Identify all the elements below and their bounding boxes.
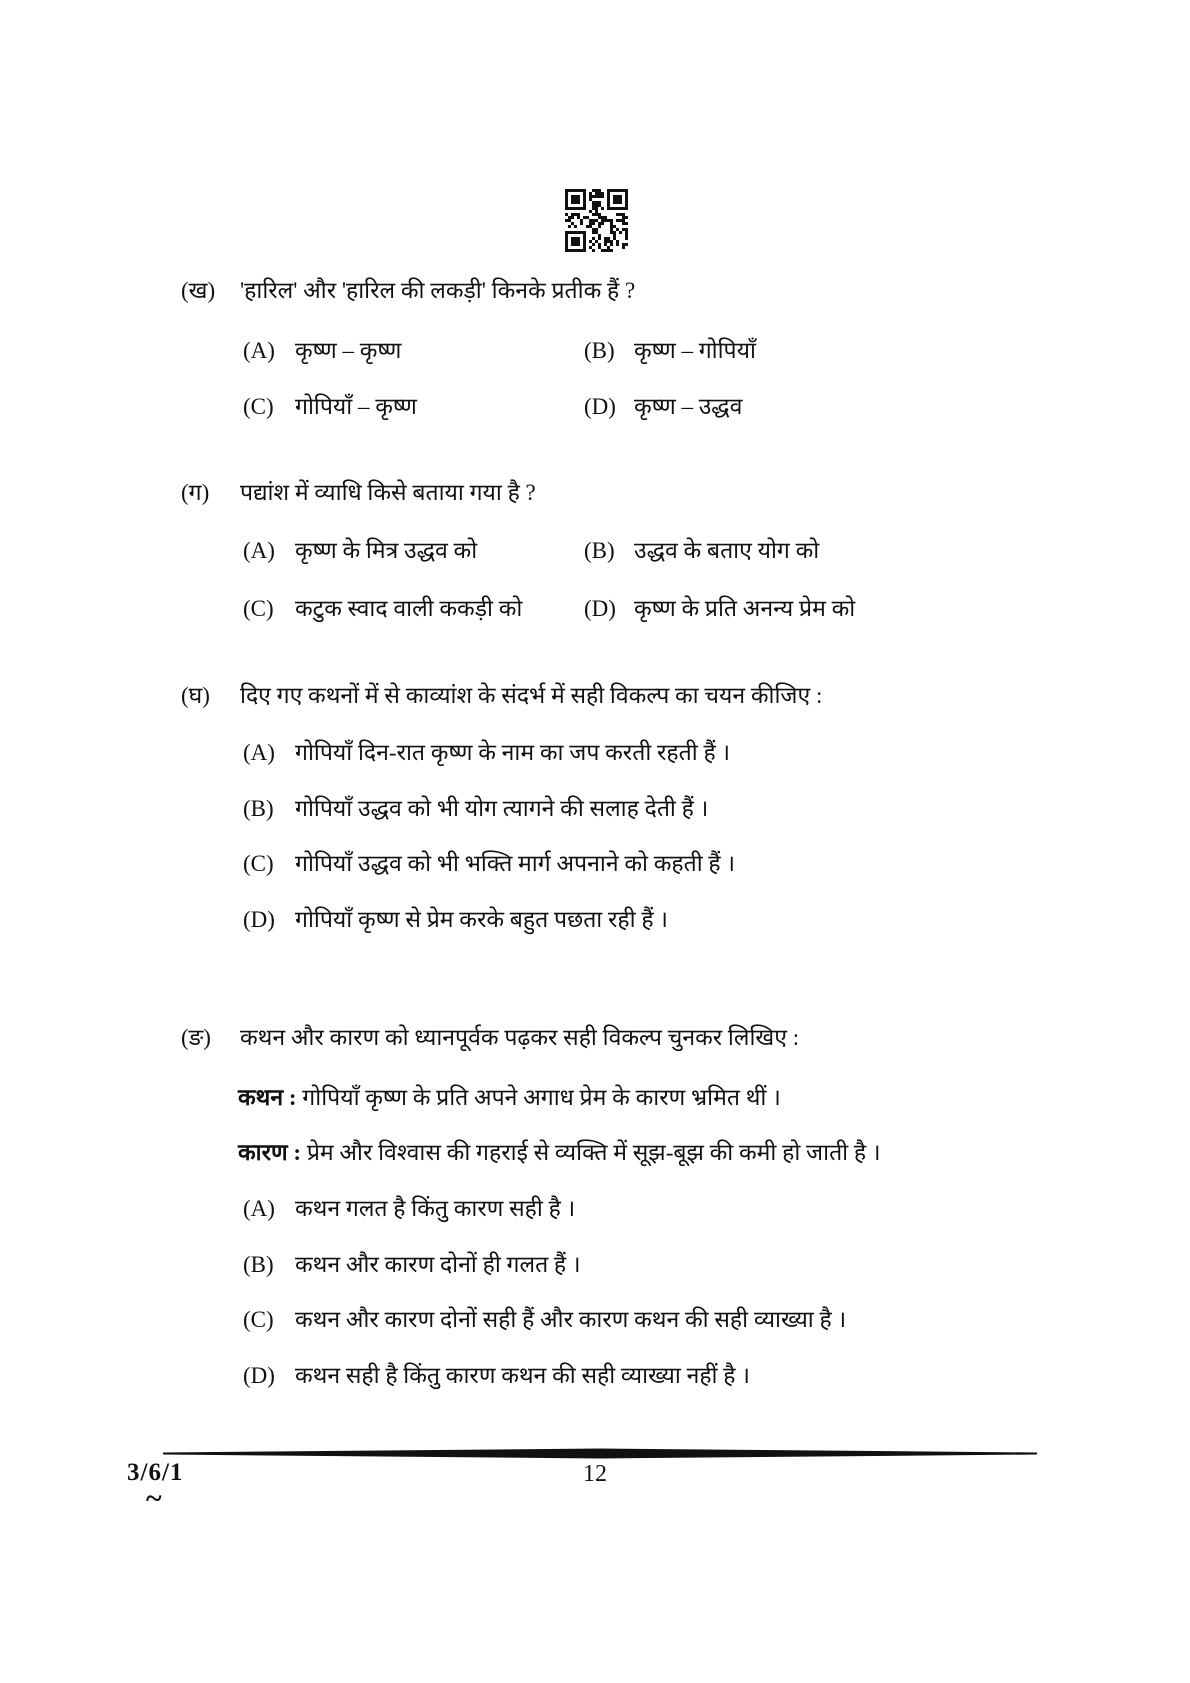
- option-text-b: कृष्ण – गोपियाँ: [634, 338, 756, 363]
- question-kha-text: 'हारिल' और 'हारिल की लकड़ी' किनके प्रतीक हैं ?: [240, 278, 636, 303]
- statement-label: कथन :: [238, 1085, 297, 1110]
- option-letter-c: (C): [243, 596, 274, 621]
- option-letter-c: (C): [243, 851, 274, 876]
- option-letter-b: (B): [584, 338, 615, 363]
- question-nga-label: (ङ): [181, 1025, 211, 1050]
- option-text-c: गोपियाँ – कृष्ण: [295, 394, 417, 419]
- reason-label: कारण :: [238, 1140, 302, 1165]
- footer-rule: [163, 1447, 1037, 1459]
- option-text-d: कृष्ण के प्रति अनन्य प्रेम को: [634, 596, 856, 621]
- option-letter-d: (D): [243, 907, 275, 932]
- option-letter-b: (B): [243, 796, 274, 821]
- option-text-d: गोपियाँ कृष्ण से प्रेम करके बहुत पछता रही हैं ।: [295, 907, 669, 932]
- option-text-a: कथन गलत है किंतु कारण सही है ।: [295, 1196, 576, 1221]
- qr-code: [565, 189, 628, 252]
- option-letter-c: (C): [243, 1307, 274, 1332]
- option-text-d: कथन सही है किंतु कारण कथन की सही व्याख्या नहीं है ।: [295, 1363, 750, 1388]
- option-letter-a: (A): [243, 338, 275, 363]
- page-number: 12: [583, 1461, 607, 1487]
- option-text-c: कटुक स्वाद वाली ककड़ी को: [295, 596, 523, 621]
- question-gha-label: (घ): [181, 683, 210, 708]
- option-letter-d: (D): [584, 394, 616, 419]
- option-text-c: कथन और कारण दोनों सही हैं और कारण कथन की सही व्याख्या है ।: [295, 1307, 847, 1332]
- question-gha-text: दिए गए कथनों में से काव्यांश के संदर्भ में सही विकल्प का चयन कीजिए :: [240, 683, 823, 708]
- option-letter-c: (C): [243, 394, 274, 419]
- statement: [238, 1083, 781, 1113]
- question-ga-label: (ग): [181, 480, 210, 505]
- option-letter-d: (D): [243, 1363, 275, 1388]
- option-text-b: गोपियाँ उद्धव को भी योग त्यागने की सलाह देती हैं ।: [295, 796, 709, 821]
- option-text-c: गोपियाँ उद्धव को भी भक्ति मार्ग अपनाने को कहती हैं ।: [295, 851, 736, 876]
- reason: [238, 1138, 881, 1168]
- statement-text: गोपियाँ कृष्ण के प्रति अपने अगाध प्रेम के कारण भ्रमित थीं ।: [302, 1085, 781, 1110]
- option-letter-a: (A): [243, 740, 275, 765]
- question-kha-label: (ख): [181, 278, 216, 303]
- option-letter-a: (A): [243, 538, 275, 563]
- option-text-a: कृष्ण के मित्र उद्धव को: [295, 538, 478, 563]
- question-nga-text: कथन और कारण को ध्यानपूर्वक पढ़कर सही विकल्प चुनकर लिखिए :: [240, 1025, 800, 1050]
- option-text-a: गोपियाँ दिन-रात कृष्ण के नाम का जप करती रहती हैं ।: [295, 740, 731, 765]
- option-letter-b: (B): [584, 538, 615, 563]
- option-letter-b: (B): [243, 1252, 274, 1277]
- option-text-d: कृष्ण – उद्धव: [634, 394, 743, 419]
- question-ga-text: पद्यांश में व्याधि किसे बताया गया है ?: [240, 480, 536, 505]
- option-text-a: कृष्ण – कृष्ण: [295, 338, 402, 363]
- paper-code: 3/6/1: [127, 1459, 184, 1486]
- corner-tilde-mark: ~: [146, 1482, 162, 1515]
- option-letter-d: (D): [584, 596, 616, 621]
- reason-text: प्रेम और विश्वास की गहराई से व्यक्ति में सूझ-बूझ की कमी हो जाती है ।: [306, 1140, 881, 1165]
- option-text-b: कथन और कारण दोनों ही गलत हैं ।: [295, 1252, 581, 1277]
- option-text-b: उद्धव के बताए योग को: [634, 538, 820, 563]
- option-letter-a: (A): [243, 1196, 275, 1221]
